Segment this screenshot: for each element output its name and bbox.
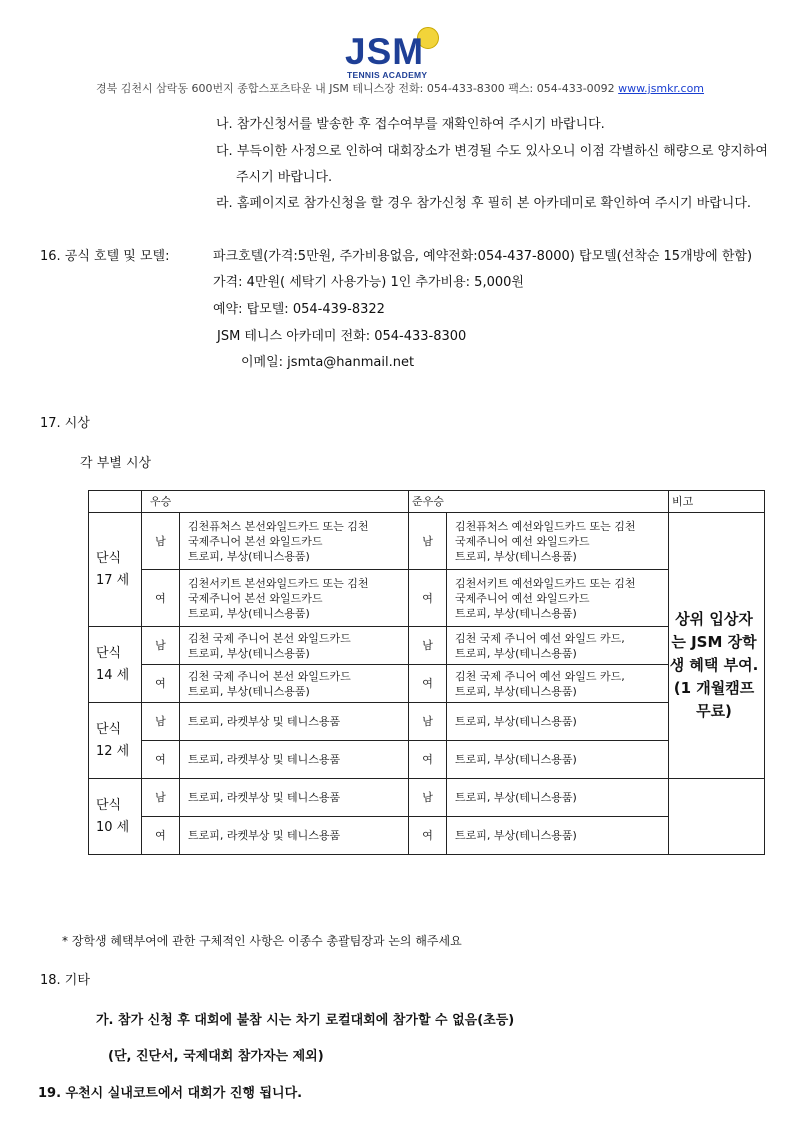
prize-line: 트로피, 부상(테니스용품)	[455, 829, 577, 842]
academy-logo	[345, 30, 441, 80]
prize-line: 트로피, 부상(테니스용품)	[188, 646, 310, 660]
header-remarks: 비고	[669, 491, 765, 513]
prize-line: 국제주니어 예선 와일드카드	[455, 591, 590, 605]
website-link[interactable]: www.jsmkr.com	[618, 82, 705, 95]
header-winner: 우승	[142, 491, 409, 513]
division-cell: 단식 12 세	[89, 703, 142, 779]
prize-line: 트로피, 부상(테니스용품)	[455, 646, 577, 660]
gender-cell: 여	[142, 570, 180, 627]
division-cell: 단식 17 세	[89, 513, 142, 627]
gender-cell: 여	[409, 817, 447, 855]
notice-ra: 라. 홈페이지로 참가신청을 할 경우 참가신청 후 필히 본 아카데미로 확인하여 주시기 바랍니다.	[216, 196, 752, 211]
gender-cell: 여	[409, 570, 447, 627]
section-18-item: 가. 참가 신청 후 대회에 불참 시는 차기 로컬대회에 참가할 수 없음(초등)	[96, 1013, 515, 1028]
gender-cell: 여	[142, 817, 180, 855]
winner-prize-cell	[180, 665, 409, 703]
gender-cell: 남	[142, 627, 180, 665]
table-row	[89, 817, 765, 855]
academy-phone-line: JSM 테니스 아카데미 전화: 054-433-8300	[217, 329, 467, 344]
gender-cell: 남	[142, 779, 180, 817]
address-text: 경북 김천시 삼락동 600번지 종합스포츠타운 내 JSM 테니스장 전화: 054-433-8300 팩스: 054-433-0092	[95, 82, 615, 95]
table-row	[89, 741, 765, 779]
winner-prize-cell	[180, 513, 409, 570]
table-row	[89, 570, 765, 627]
gender-cell: 남	[409, 513, 447, 570]
runner-up-prize-cell	[447, 703, 669, 741]
header-empty-cell	[89, 491, 142, 513]
gender-cell: 남	[409, 703, 447, 741]
scholarship-footnote: * 장학생 혜택부여에 관한 구체적인 사항은 이종수 총괄팀장과 논의 해주세요	[62, 934, 462, 948]
runner-up-prize-cell	[447, 741, 669, 779]
runner-up-prize-cell	[447, 665, 669, 703]
hotel-line: 파크호텔(가격:5만원, 주가비용없음, 예약전화:054-437-8000) 탑모텔(선착순 15개방에 한함)	[213, 249, 753, 264]
header-runner-up: 준우승	[409, 491, 669, 513]
table-row	[89, 779, 765, 817]
prize-line: 김천 국제 주니어 예선 와일드 카드,	[455, 631, 625, 645]
gender-cell: 여	[409, 665, 447, 703]
remarks-empty-cell	[669, 779, 765, 855]
prize-line: 김천퓨처스 본선와일드카드 또는 김천	[188, 519, 369, 533]
prize-line: 트로피, 부상(테니스용품)	[455, 753, 577, 766]
prize-line: 김천 국제 주니어 예선 와일드 카드,	[455, 669, 625, 683]
prize-line: 트로피, 부상(테니스용품)	[455, 791, 577, 804]
notice-da-continued: 주시기 바랍니다.	[236, 170, 333, 185]
winner-prize-cell	[180, 570, 409, 627]
prize-line: 김천서키트 본선와일드카드 또는 김천	[188, 576, 369, 590]
prize-line: 김천 국제 주니어 본선 와일드카드	[188, 669, 351, 683]
prize-line: 트로피, 부상(테니스용품)	[188, 549, 310, 563]
section-17-title: 17. 시상	[40, 416, 90, 431]
prize-line: 트로피, 부상(테니스용품)	[455, 549, 577, 563]
motel-price-line: 가격: 4만원( 세탁기 사용가능) 1인 추가비용: 5,000원	[213, 275, 524, 290]
gender-cell: 여	[142, 741, 180, 779]
section-18-item-note: (단, 진단서, 국제대회 참가자는 제외)	[108, 1049, 324, 1064]
table-header-row	[89, 491, 765, 513]
prize-line: 트로피, 부상(테니스용품)	[455, 606, 577, 620]
logo-subtitle: TENNIS ACADEMY	[347, 70, 428, 80]
winner-prize-cell	[180, 703, 409, 741]
section-18-title: 18. 기타	[40, 973, 90, 988]
table-row	[89, 703, 765, 741]
prize-line: 김천퓨처스 예선와일드카드 또는 김천	[455, 519, 636, 533]
runner-up-prize-cell	[447, 513, 669, 570]
awards-body	[89, 513, 765, 855]
gender-cell: 남	[409, 779, 447, 817]
runner-up-prize-cell	[447, 570, 669, 627]
prize-line: 트로피, 부상(테니스용품)	[455, 715, 577, 728]
prize-line: 트로피, 라켓부상 및 테니스용품	[188, 715, 341, 728]
runner-up-prize-cell	[447, 779, 669, 817]
gender-cell: 남	[142, 703, 180, 741]
table-row	[89, 665, 765, 703]
table-row	[89, 513, 765, 570]
gender-cell: 여	[409, 741, 447, 779]
winner-prize-cell	[180, 779, 409, 817]
prize-line: 국제주니어 예선 와일드카드	[455, 534, 590, 548]
prize-line: 트로피, 라켓부상 및 테니스용품	[188, 791, 341, 804]
runner-up-prize-cell	[447, 817, 669, 855]
notice-da: 다. 부득이한 사정으로 인하여 대회장소가 변경될 수도 있사오니 이점 각별하신 해량으로 양지하여	[216, 144, 768, 159]
division-cell: 단식 14 세	[89, 627, 142, 703]
prize-line: 김천 국제 주니어 본선 와일드카드	[188, 631, 351, 645]
winner-prize-cell	[180, 627, 409, 665]
runner-up-prize-cell	[447, 627, 669, 665]
winner-prize-cell	[180, 741, 409, 779]
logo-text: JSM	[345, 31, 425, 72]
motel-reservation-line: 예약: 탑모텔: 054-439-8322	[213, 302, 385, 317]
prize-line: 국제주니어 본선 와일드카드	[188, 534, 323, 548]
division-cell: 단식 10 세	[89, 779, 142, 855]
prize-line: 국제주니어 본선 와일드카드	[188, 591, 323, 605]
prize-line: 트로피, 라켓부상 및 테니스용품	[188, 829, 341, 842]
table-row	[89, 627, 765, 665]
winner-prize-cell	[180, 817, 409, 855]
section-19-title: 19. 우천시 실내코트에서 대회가 진행 됩니다.	[38, 1086, 303, 1101]
prize-line: 트로피, 부상(테니스용품)	[455, 684, 577, 698]
email-line: 이메일: jsmta@hanmail.net	[241, 355, 415, 370]
address-line	[0, 80, 800, 96]
scholarship-note: 상위 입상자는 JSM 장학생 혜택 부여. (1 개월캠프 무료)	[669, 610, 759, 720]
prize-line: 트로피, 라켓부상 및 테니스용품	[188, 753, 341, 766]
section-17-subtitle: 각 부별 시상	[80, 456, 152, 471]
gender-cell: 남	[142, 513, 180, 570]
section-16-title: 16. 공식 호텔 및 모텔:	[40, 249, 170, 264]
prize-line: 김천서키트 예선와일드카드 또는 김천	[455, 576, 636, 590]
prize-line: 트로피, 부상(테니스용품)	[188, 606, 310, 620]
gender-cell: 여	[142, 665, 180, 703]
notice-na: 나. 참가신청서를 발송한 후 접수여부를 재확인하여 주시기 바랍니다.	[216, 117, 605, 132]
gender-cell: 남	[409, 627, 447, 665]
awards-table	[88, 490, 765, 855]
prize-line: 트로피, 부상(테니스용품)	[188, 684, 310, 698]
